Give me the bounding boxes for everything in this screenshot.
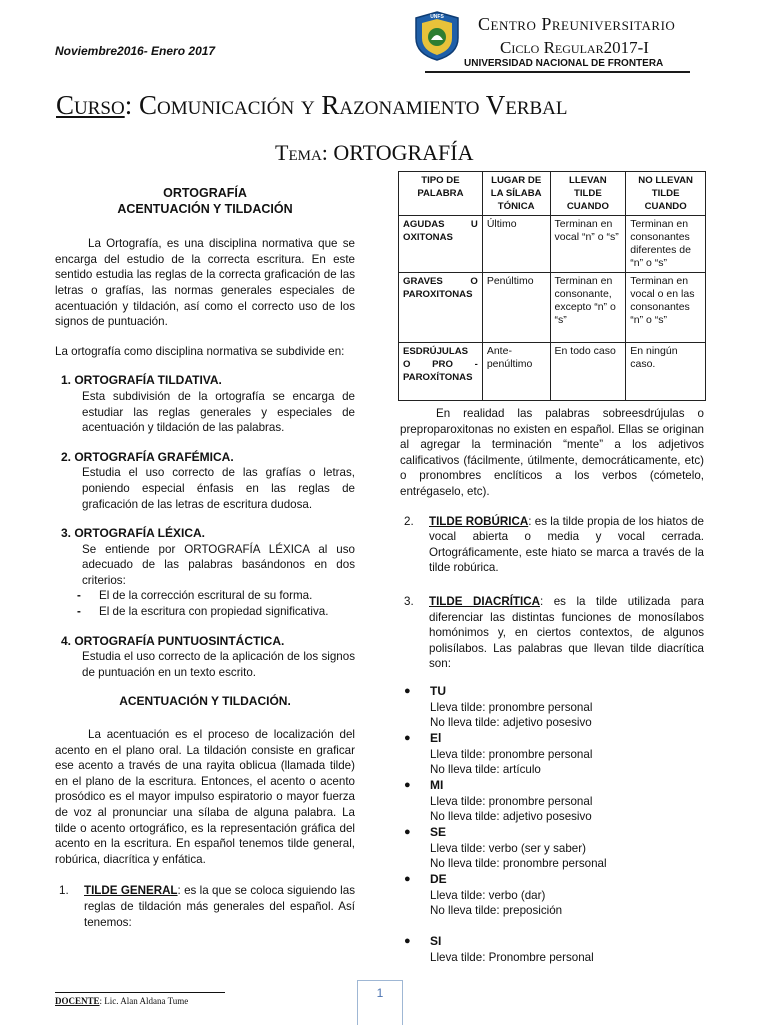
- table-cell: Terminan en consonante, excepto “n” o “s”: [550, 273, 626, 343]
- bullet-marker: ●: [404, 779, 411, 791]
- cycle-name: Ciclo Regular2017-I: [500, 38, 649, 57]
- diacritic-use: Lleva tilde: pronombre personal: [430, 747, 593, 761]
- diacritic-use: No lleva tilde: artículo: [430, 763, 541, 777]
- diacritic-word: SE: [430, 825, 447, 839]
- topic-label: Tema: [275, 140, 322, 165]
- diacritic-entry: [430, 684, 700, 731]
- table-cell: Terminan en consonantes diferentes de “n” o “s”: [626, 216, 706, 273]
- item-term: TILDE DIACRÍTICA: [429, 594, 540, 608]
- table-cell: Terminan en vocal “n” o “s”: [550, 216, 626, 273]
- accent-paragraph: La acentuación es el proceso de localización del acento en el plano oral. La tildación consiste en graficar ese acento a través de una rayita oblicua (llamada tilde) en el plano de la escritura. Entonces, el acento o acento prosódico es el mayor impulso espiratorio o mayor fuerza de voz al pronunciar una sílaba de alguna palabra. La tilde o acento ortográfico, es la representación gráfica del acento en la escritura. En español tenemos tilde general, robúrica, diacrítica y enfática.: [55, 728, 355, 866]
- section-heading: 1. ORTOGRAFÍA TILDATIVA.: [61, 373, 222, 388]
- diacritic-word: DE: [430, 872, 447, 886]
- criteria-text: El de la corrección escritural de su forma.: [99, 589, 313, 603]
- section-heading: 2. ORTOGRAFÍA GRAFÉMICA.: [61, 449, 234, 464]
- diacritic-entry: [430, 731, 700, 778]
- table-row: [399, 273, 706, 343]
- section-heading: 3. ORTOGRAFÍA LÉXICA.: [61, 526, 206, 541]
- diacritic-word: TU: [430, 684, 446, 698]
- table-row: [399, 216, 706, 273]
- criteria-item: [77, 588, 355, 604]
- accent-section-title: ACENTUACIÓN Y TILDACIÓN.: [119, 694, 291, 709]
- table-cell: Último: [482, 216, 550, 273]
- course-heading: [56, 90, 568, 121]
- bullet-marker: ●: [404, 873, 411, 885]
- intro-paragraph: La Ortografía, es una disciplina normativa que se encarga del estudio de la correcta escritura. En este sentido estudia las reglas de la correcta graficación de las letras o grafías, las normas generales especiales de acentuación y tildación, así como el correcto uso de los signos de puntuación.: [55, 237, 355, 329]
- table-cell: Terminan en vocal o en las consonantes “n” o “s”: [626, 273, 706, 343]
- table-cell: Penúltimo: [482, 273, 550, 343]
- page-number: 1: [357, 980, 403, 1025]
- diacritic-use: No lleva tilde: adjetivo posesivo: [430, 716, 592, 730]
- logo-text: UNFS: [430, 14, 444, 20]
- section-heading: 4. ORTOGRAFÍA PUNTUOSINTÁCTICA.: [61, 633, 285, 648]
- teacher-credit: [55, 996, 188, 1006]
- section-body: Estudia el uso correcto de la aplicación de los signos de puntuación en un texto escrito.: [82, 650, 355, 679]
- item-number: 3.: [404, 594, 414, 608]
- topic-heading: [275, 140, 473, 166]
- diacritic-use: Lleva tilde: pronombre personal: [430, 700, 593, 714]
- footer-divider: [55, 992, 225, 993]
- table-header-cell: NO LLEVAN TILDE CUANDO: [626, 172, 706, 216]
- bullet-marker: ●: [404, 685, 411, 697]
- dash-marker: -: [77, 605, 81, 619]
- bullet-marker: ●: [404, 935, 411, 947]
- diacritic-use: Lleva tilde: pronombre personal: [430, 794, 593, 808]
- table-cell: En ningún caso.: [626, 343, 706, 401]
- criteria-text: El de la escritura con propiedad significativa.: [99, 605, 329, 619]
- diacritic-entry: [430, 778, 700, 825]
- diacritic-word: El: [430, 731, 442, 745]
- accentuation-table: [398, 171, 706, 401]
- item-number: 2.: [404, 514, 414, 528]
- item-term: TILDE ROBÚRICA: [429, 514, 529, 528]
- teacher-label: DOCENTE: [55, 996, 100, 1006]
- left-column: [55, 186, 355, 930]
- item-text: : es la que se coloca siguiendo las reglas de tildación más generales del español. Así tenemos:: [84, 884, 355, 929]
- item-text: : es la tilde utilizada para diferenciar las distintas funciones de monosílabos homónimos y, en ciertos contextos, de algunos polisílabos. Las palabras que llevan tilde diacrítica son:: [429, 594, 704, 671]
- diacritic-use: Lleva tilde: verbo (ser y saber): [430, 841, 586, 855]
- table-cell: AGUDAS U OXITONAS: [399, 216, 483, 273]
- oversdrujulas-paragraph: En realidad las palabras sobreesdrújulas o preproparoxitonas no existen en español. Ellas se originan al agregar la terminación “mente” a los adjetivos calificativos (fácilmente, útilmente, democráticamente, etc) o pronombres enclíticos a los verbos (cómetelo, entrégaselo, etc).: [400, 407, 704, 498]
- section-body: Estudia el uso correcto de las grafías o letras, poniendo especial énfasis en las reglas de graficación de las letras de escritura dudosa.: [82, 466, 355, 511]
- item-number: 1.: [59, 884, 69, 898]
- date-range: Noviembre2016- Enero 2017: [55, 44, 216, 58]
- doc-title: ORTOGRAFÍA: [163, 186, 247, 200]
- course-separator: :: [124, 90, 133, 120]
- table-header-cell: LLEVAN TILDE CUANDO: [550, 172, 626, 216]
- institution-name: Centro Preuniversitario: [478, 14, 676, 34]
- table-header-cell: TIPO DE PALABRA: [399, 172, 483, 216]
- section-body: Esta subdivisión de la ortografía se encarga de estudiar las reglas generales y especiales de acentuación y tildación de las palabras.: [82, 389, 355, 435]
- diacritic-entry: [430, 934, 700, 965]
- table-header-cell: LUGAR DE LA SÍLABA TÓNICA: [482, 172, 550, 216]
- table-row: [399, 343, 706, 401]
- diacritic-entry: [430, 872, 700, 919]
- diacritic-use: No lleva tilde: pronombre personal: [430, 857, 607, 871]
- item-term: TILDE GENERAL: [84, 884, 178, 898]
- dash-marker: -: [77, 589, 81, 603]
- diacritic-use: No lleva tilde: preposición: [430, 904, 563, 918]
- teacher-name: : Lic. Alan Aldana Tume: [99, 996, 189, 1006]
- bullet-marker: ●: [404, 826, 411, 838]
- university-name: UNIVERSIDAD NACIONAL DE FRONTERA: [464, 58, 664, 69]
- table-header-row: [399, 172, 706, 216]
- table-cell: Ante-penúltimo: [482, 343, 550, 401]
- section-body: Se entiende por ORTOGRAFÍA LÉXICA al uso adecuado de las palabras basándonos en dos criterios:: [82, 542, 355, 587]
- doc-subtitle: ACENTUACIÓN Y TILDACIÓN: [117, 201, 293, 216]
- tilde-general-item: [55, 883, 355, 930]
- header-divider: [425, 71, 690, 73]
- course-name: Comunicación y Razonamiento Verbal: [138, 90, 568, 120]
- subdivision-intro: La ortografía como disciplina normativa se subdivide en:: [55, 344, 345, 358]
- table-cell: En todo caso: [550, 343, 626, 401]
- topic-name: ORTOGRAFÍA: [333, 140, 474, 165]
- item-text: : es la tilde propia de los hiatos de vocal abierta o media y vocal cerrada. Ortográficamente, este hiato se marca a través de la tilde robúrica.: [429, 514, 704, 575]
- topic-separator: :: [321, 140, 328, 165]
- diacritic-use: Lleva tilde: Pronombre personal: [430, 950, 594, 964]
- diacritic-use: No lleva tilde: adjetivo posesivo: [430, 810, 592, 824]
- table-cell: ESDRÚJULAS O PRO - PAROXÍTONAS: [399, 343, 483, 401]
- tilde-diacritica-item: [400, 594, 704, 672]
- diacritic-word: MI: [430, 778, 444, 792]
- university-logo: [412, 10, 462, 62]
- course-label: Curso: [56, 90, 125, 120]
- criteria-item: [77, 604, 355, 620]
- tilde-roburica-item: [400, 514, 704, 576]
- right-column: [400, 406, 704, 672]
- table-cell: GRAVES O PAROXITONAS: [399, 273, 483, 343]
- diacritic-entry: [430, 825, 700, 872]
- bullet-marker: ●: [404, 732, 411, 744]
- diacritic-use: Lleva tilde: verbo (dar): [430, 888, 546, 902]
- diacritic-word: SI: [430, 934, 442, 948]
